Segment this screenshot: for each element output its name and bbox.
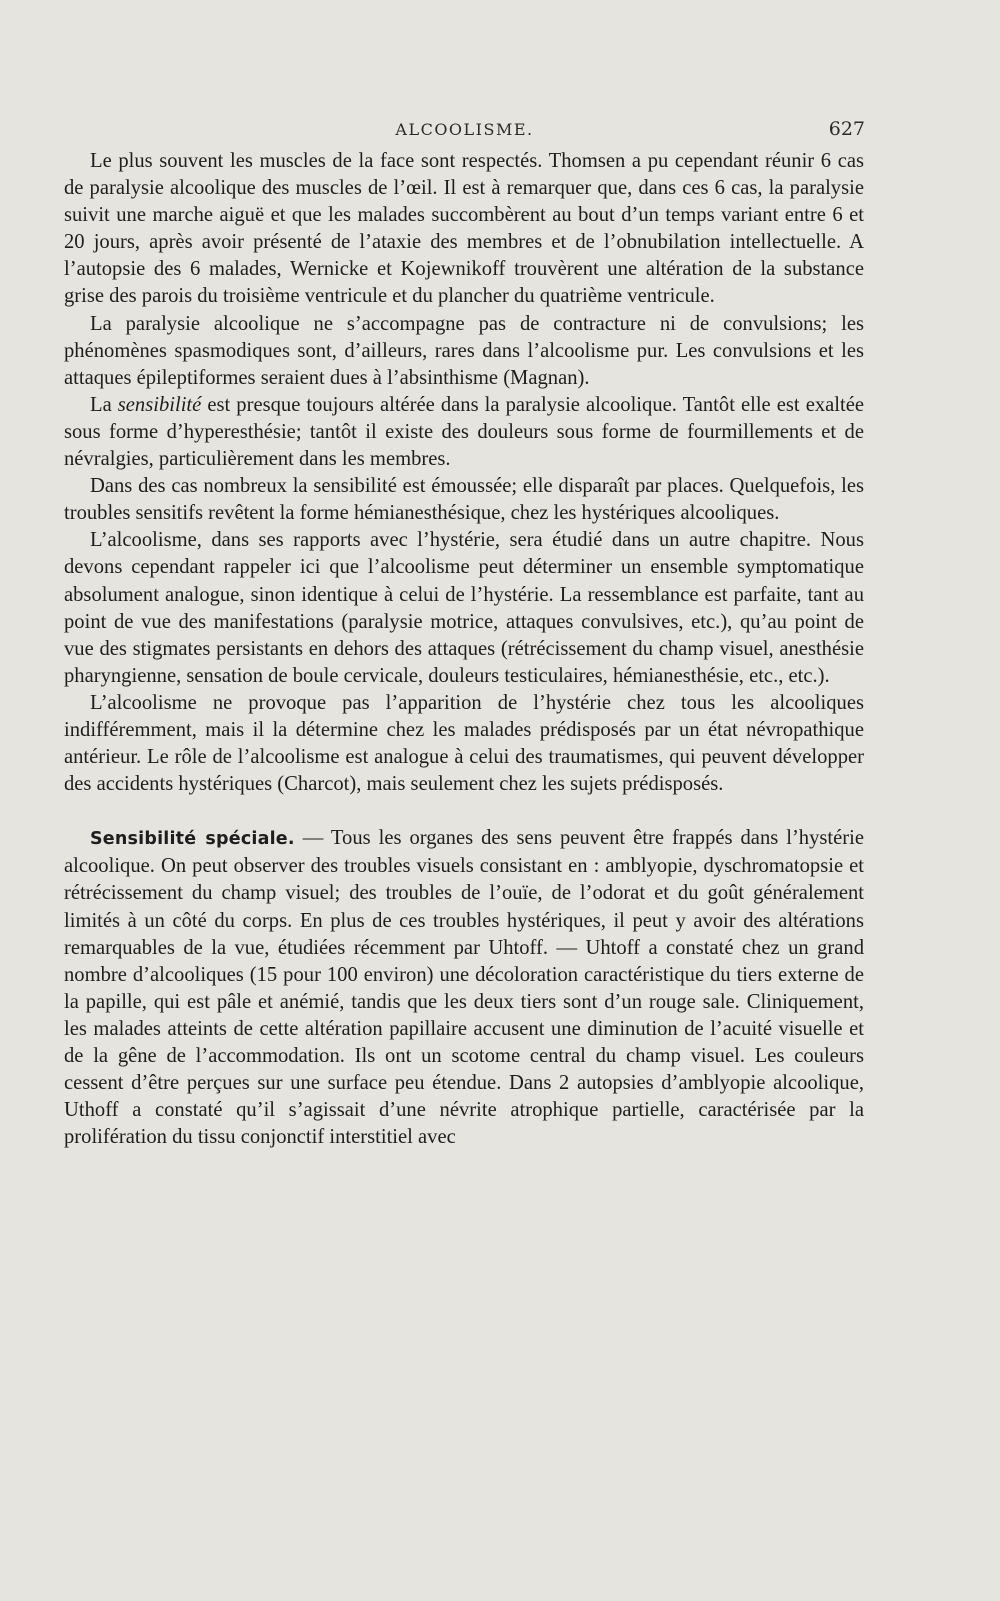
paragraph-sensibilite: [64, 392, 864, 473]
paragraph-sensibilite-emoussee: Dans des cas nombreux la sensibilité est émoussée; elle disparaît par places. Quelquefois, les troubles sensitifs revêtent la forme hémianesthésique, chez les hystériques alcooliques.: [64, 475, 864, 525]
term-sensibilite: sensibilité: [117, 393, 202, 416]
paragraph-hysterie: L’alcoolisme, dans ses rapports avec l’hystérie, sera étudié dans un autre chapitre. Nous devons cependant rappeler ici que l’alcoolisme peut déterminer un ensemble symptomatique absolument analogue, sinon identique à celui de l’hystérie. La ressemblance est parfaite, tant au point de vue des manifestations (paralysie motrice, attaques convulsives, etc.), qu’au point de vue des stigmates persistants en dehors des attaques (rétrécissement du champ visuel, anesthésie pharyngienne, sensation de boule cervicale, douleurs testiculaires, hémianesthésie, etc., etc.).: [64, 529, 864, 687]
paragraph-muscles-face: Le plus souvent les muscles de la face sont respectés. Thomsen a pu cependant réunir 6 cas de paralysie alcoolique des muscles de l’œil. Il est à remarquer que, dans ces 6 cas, la paralysie suivit une marche aiguë et que les malades succombèrent au bout d’un temps variant entre 6 et 20 jours, après avoir présenté de l’ataxie des membres et de l’obnubilation intellectuelle. A l’autopsie des 6 malades, Wernicke et Kojewnikoff trouvèrent une altération de la substance grise des parois du troisième ventricule et du plancher du quatrième ventricule.: [64, 150, 864, 308]
paragraph-convulsions: La paralysie alcoolique ne s’accompagne pas de contracture ni de convulsions; les phénomènes spasmodiques sont, d’ailleurs, rares dans l’alcoolisme pur. Les convulsions et les attaques épileptiformes seraient dues à l’absinthisme (Magnan).: [64, 312, 864, 389]
page-number: 627: [828, 118, 865, 140]
section-heading: Sensibilité spéciale.: [90, 829, 295, 850]
running-title: ALCOOLISME.: [395, 120, 534, 139]
paragraph-sensibilite-lead: La: [90, 393, 118, 416]
running-head: [64, 118, 865, 142]
paragraph-sensibilite-rest: est presque toujours altérée dans la paralysie alcoolique. Tantôt elle est exaltée sous forme d’hyperesthésie; tantôt il existe des douleurs sous forme de fourmillements et de névralgies, particulièrement dans les membres.: [64, 393, 864, 471]
body-text: [64, 148, 864, 1151]
paragraph-sensibilite-speciale: [64, 825, 864, 1151]
paragraph-predisposition: L’alcoolisme ne provoque pas l’apparition de l’hystérie chez tous les alcooliques indifféremment, mais il la détermine chez les malades prédisposés par un état névropathique antérieur. Le rôle de l’alcoolisme est analogue à celui des traumatismes, qui peuvent développer des accidents hystériques (Charcot), mais seulement chez les sujets prédisposés.: [64, 691, 864, 796]
section-text: — Tous les organes des sens peuvent être frappés dans l’hystérie alcoolique. On peut observer des troubles visuels consistant en : amblyopie, dyschromatopsie et rétrécissement du champ visuel; des troubles de l’ouïe, de l’odorat et du goût généralement limités à un côté du corps. En plus de ces troubles hystériques, il peut y avoir des altérations remarquables de la vue, étudiées récemment par Uhtoff. — Uhtoff a constaté chez un grand nombre d’alcooliques (15 pour 100 environ) une décoloration caractéristique du tiers externe de la papille, qui est pâle et anémié, tandis que les deux tiers sont d’un rouge sale. Cliniquement, les malades atteints de cette altération papillaire accusent une diminution de l’acuité visuelle et de la gêne de l’accommodation. Ils ont un scotome central du champ visuel. Les couleurs cessent d’être perçues sur une surface peu étendue. Dans 2 autopsies d’amblyopie alcoolique, Uthoff a constaté qu’il s’agissait d’une névrite atrophique partielle, caractérisée par la prolifération du tissu conjonctif interstitiel avec: [64, 827, 865, 1149]
